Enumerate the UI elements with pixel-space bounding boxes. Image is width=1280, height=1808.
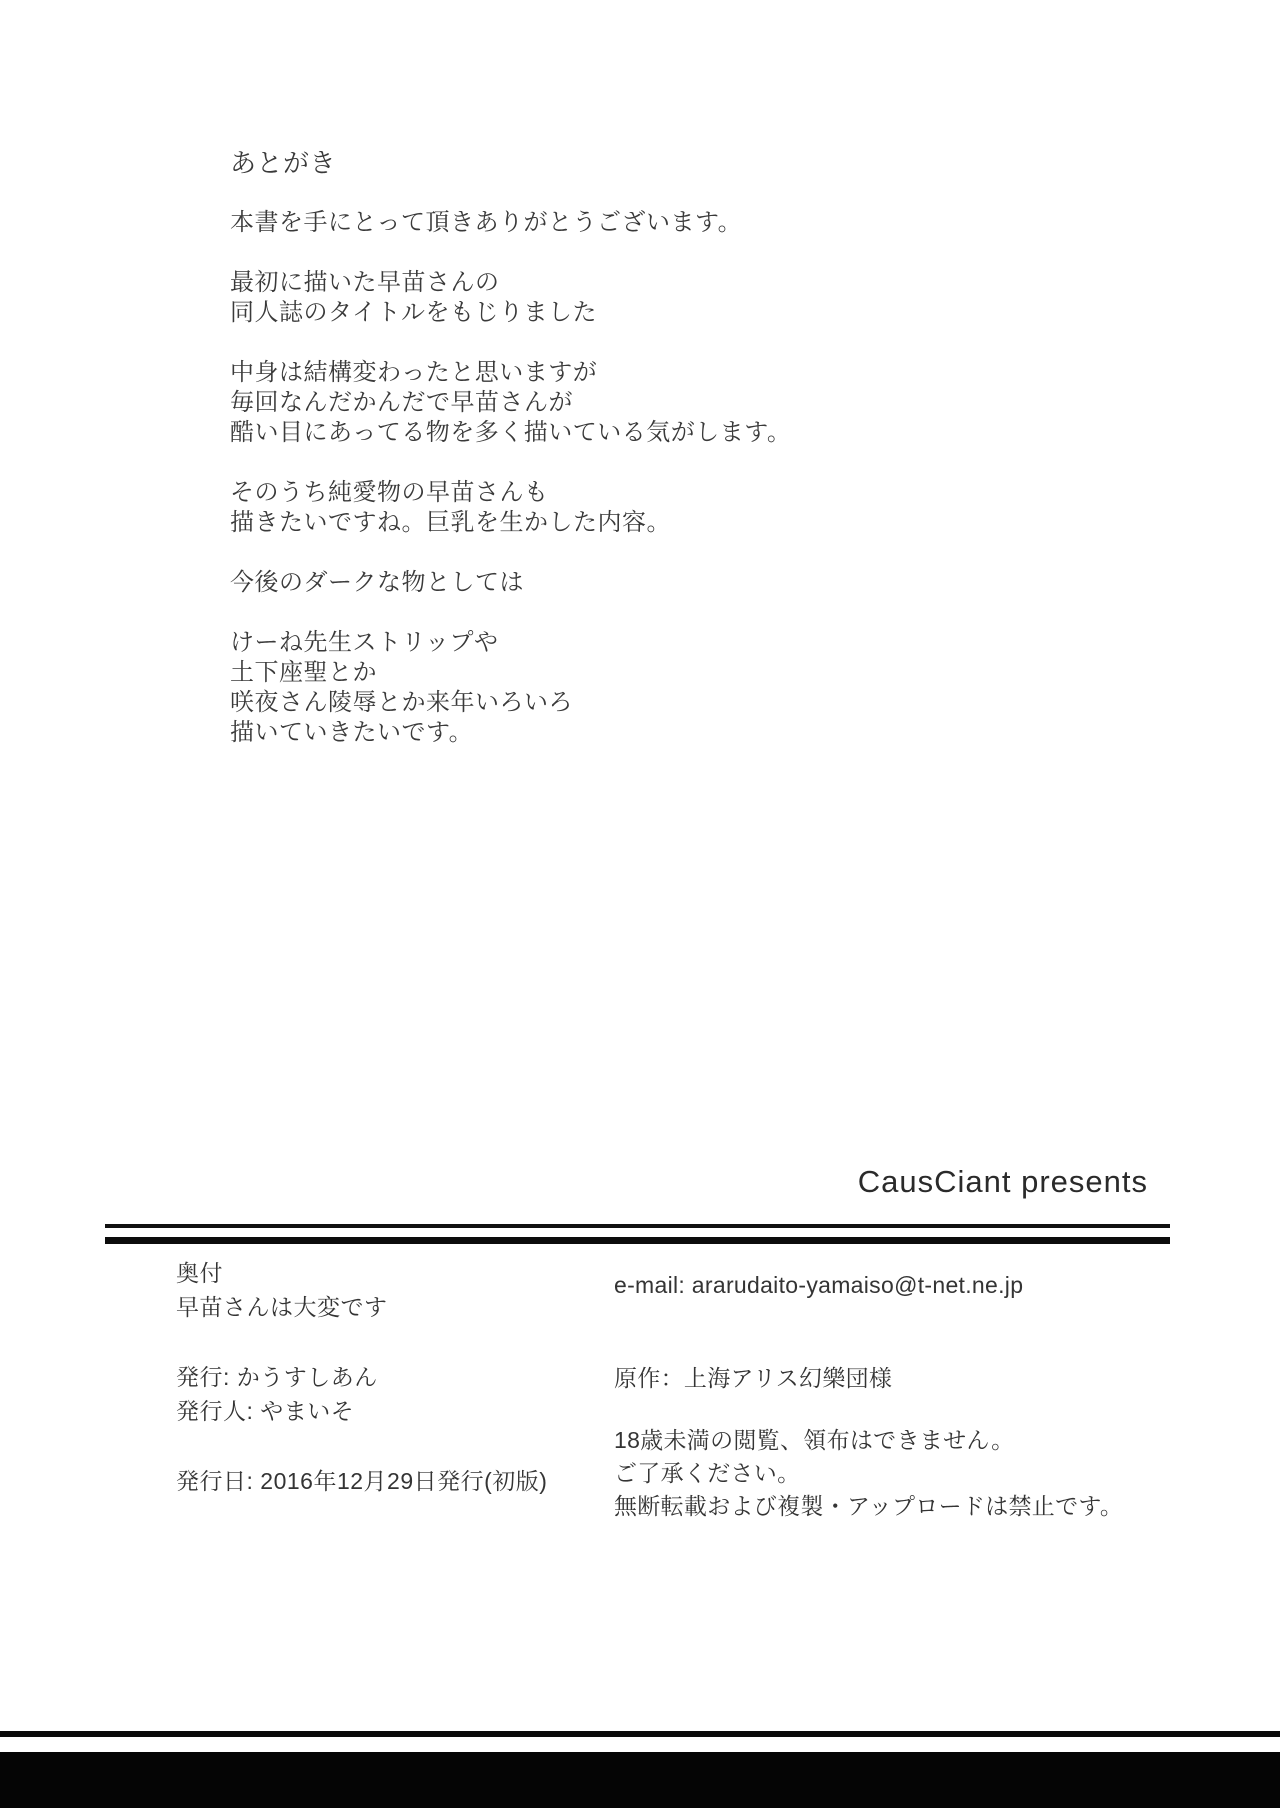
afterword-line: 本書を手にとって頂きありがとうございます。 (230, 209, 743, 236)
afterword-line: 最初に描いた早苗さんの (230, 269, 500, 296)
colophon-spacer (176, 1428, 547, 1464)
afterword-line: 今後のダークな物としては (230, 569, 524, 596)
afterword-line: 描いていきたいです。 (230, 719, 474, 746)
divider-rule-thin (105, 1224, 1170, 1228)
afterword-line: そのうち純愛物の早苗さんも (230, 479, 549, 506)
afterword-section (230, 148, 990, 778)
afterword-paragraph (230, 478, 990, 538)
bottom-rule (0, 1731, 1280, 1737)
colophon-heading: 奥付 (176, 1260, 223, 1286)
afterword-line: 毎回なんだかんだで早苗さんが (230, 389, 573, 416)
divider-rule-thick (105, 1237, 1170, 1244)
afterword-line: 描きたいですね。巨乳を生かした内容。 (230, 509, 671, 536)
colophon-notice-line: ご了承ください。 (614, 1460, 801, 1486)
colophon-notice (614, 1424, 1123, 1523)
afterword-paragraph (230, 208, 990, 238)
afterword-paragraph (230, 358, 990, 448)
colophon-email: e-mail: ararudaito-yamaiso@t-net.ne.jp (614, 1272, 1024, 1298)
colophon-original-work: 原作：上海アリス幻樂団様 (614, 1365, 893, 1391)
colophon-publisher: 発行: かうすしあん (176, 1364, 378, 1390)
afterword-paragraph (230, 628, 990, 748)
afterword-line: 同人誌のタイトルをもじりました (230, 299, 598, 326)
afterword-line: けーね先生ストリップや (230, 629, 499, 656)
colophon-book-title: 早苗さんは大変です (176, 1294, 388, 1320)
colophon-left-column (176, 1256, 547, 1498)
bottom-black-bar (0, 1752, 1280, 1808)
colophon-publisher-person: 発行人: やまいそ (176, 1398, 355, 1424)
colophon-notice-line: 無断転載および複製・アップロードは禁止です。 (614, 1493, 1124, 1519)
colophon-publication-date: 発行日: 2016年12月29日発行(初版) (176, 1468, 548, 1494)
afterword-line: 土下座聖とか (230, 659, 377, 686)
afterword-line: 中身は結構変わったと思いますが (230, 359, 598, 386)
afterword-line: 咲夜さん陵辱とか来年いろいろ (230, 689, 573, 716)
circle-presents-credit: CausCiant presents (857, 1164, 1148, 1199)
colophon-notice-line: 18歳未満の閲覧、領布はできません。 (614, 1427, 1015, 1453)
afterword-paragraph (230, 568, 990, 598)
colophon-spacer (176, 1324, 547, 1360)
afterword-paragraph (230, 268, 990, 328)
afterword-title: あとがき (230, 148, 337, 178)
afterword-line: 酷い目にあってる物を多く描いている気がします。 (230, 419, 792, 446)
